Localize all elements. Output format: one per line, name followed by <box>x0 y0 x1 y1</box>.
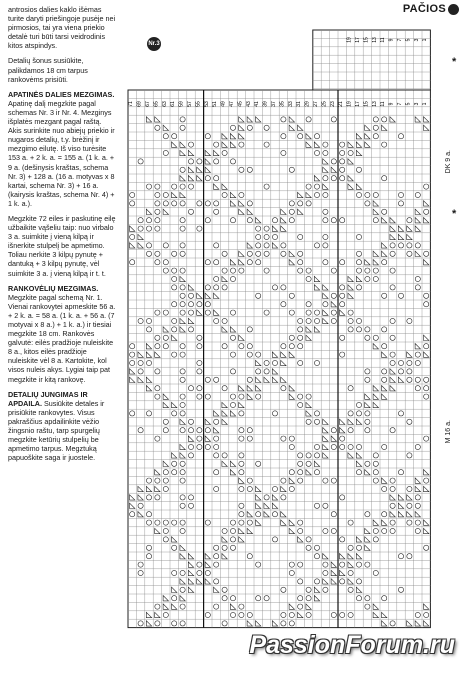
column-number: 11 <box>380 101 387 107</box>
section-heading: RANKOVĖLIŲ MEZGIMAS. <box>8 283 99 293</box>
column-number: 67 <box>145 101 151 107</box>
paragraph-text: Susiūkite detales ir prisiūkite rankovytes. Visus pakraščius apdailinkite vėžio žingsnio raštu, tarp spurgelių megzkite ketūrių stulpelių be apmetimo tarpus. Megztuką papuoškite saga ir juostele. <box>8 398 105 463</box>
column-number: 55 <box>195 101 202 107</box>
column-number: 71 <box>128 101 135 107</box>
column-number: 39 <box>262 101 269 107</box>
instruction-paragraph <box>8 5 116 50</box>
paragraph-text: Apatinę dalį megzkite pagal schemas Nr. 3 ir Nr. 4. Mezginys išplatės mezgant pagal raštą. Akis surinkite nuo abiejų priekio ir nugaros detalių, t.y. brėžinį ir mezgimo eilutę. Iš viso turėsite 153 a. + 2 k. a. = 155 a. (1 k. a. + 9 a. (dešinysis kraštas, schema Nr. 3) + 128 a. (16 a. motyvas x 8 kartai, schema Nr. 3) + 16 a. (kairysis kraštas, schema Nr. 4) + 1 k. a.). <box>8 98 115 208</box>
page-number-badge <box>448 4 459 15</box>
column-number: 23 <box>329 101 336 107</box>
column-number: 13 <box>371 101 378 107</box>
column-number: 51 <box>212 101 219 107</box>
column-number: 61 <box>170 101 177 107</box>
column-number: 5 <box>405 102 412 106</box>
instructions-column <box>8 5 116 468</box>
column-number: 27 <box>313 101 319 107</box>
column-number: 33 <box>287 101 294 107</box>
column-number: 35 <box>279 101 286 107</box>
section-heading: DETALIŲ JUNGIMAS IR APDAILA. <box>8 389 88 408</box>
section-heading: APATINĖS DALIES MEZGIMAS. <box>8 89 115 99</box>
column-number: 31 <box>296 101 303 107</box>
brand-name: PAČIOS <box>402 3 446 15</box>
column-number: 1 <box>422 102 429 106</box>
column-number: 37 <box>271 101 277 107</box>
paragraph-text: Megzkite pagal schemą Nr. 1. Vienai rankovytei apmeskite 56 a. + 2 k. a. = 58 a. (1 k. a. + 56 a. (7 motyvai x 8 a.) + 1 k. a.) ir tiesiai megzkite 18 cm. Rankovės galvutė: eilės pradžioje nuleiskite 8 a., kitos eilės pradžioje nuleiskite vėl 8 a. Kartokite, kol visos nuleis akys. Lygiai taip pat megzkite ir kitą rankovę. <box>8 292 116 384</box>
column-number: 1 <box>422 38 429 42</box>
repeat-star-top: * <box>452 56 457 68</box>
dk-label: DK 9 a. <box>445 150 452 174</box>
instruction-paragraph <box>8 284 116 384</box>
column-number: 17 <box>355 101 361 107</box>
paragraph-text: antrosios dalies kaklo išėmas turite daryti priešingoje pusėje nei pirmosios, tai yra viena priekio detalė turi būti tarsi veidrodinis kitos atspindys. <box>8 5 116 51</box>
column-number: 69 <box>136 101 143 107</box>
column-number: 13 <box>371 37 378 43</box>
repeat-star-middle: * <box>452 208 457 220</box>
column-number: 9 <box>388 38 395 42</box>
column-number: 9 <box>388 102 395 106</box>
column-number: 29 <box>304 101 311 107</box>
instruction-paragraph <box>8 214 116 278</box>
column-number: 15 <box>363 101 370 107</box>
column-number: 7 <box>397 38 403 42</box>
column-number: 65 <box>153 101 160 107</box>
column-number: 53 <box>203 101 210 107</box>
column-number: 19 <box>346 37 353 43</box>
chart-number-badge: Nr.3 <box>147 37 161 51</box>
instruction-paragraph <box>8 390 116 463</box>
column-number: 15 <box>363 37 370 43</box>
watermark: PassionForum.ru <box>249 631 455 659</box>
paragraph-text: Megzkite 72 eiles ir paskutinę eilę užbaikite vąšeliu taip: nuo virbalo 3 a. suimkite į vieną kilpą ir išnerkite stulpelį be apmetimo. Toliau nerkite 3 kilpų pynutę + dantuką + 3 kilpų pynutę, vėl suimkite 3 a. į vieną kilpą ir t. t. <box>8 213 116 278</box>
column-number: 57 <box>187 101 193 107</box>
column-number: 45 <box>237 101 244 107</box>
instruction-paragraph <box>8 56 116 83</box>
column-number: 59 <box>178 101 185 107</box>
column-number: 25 <box>321 101 328 107</box>
column-number: 21 <box>338 101 345 107</box>
brand-logo <box>403 3 459 15</box>
instruction-paragraph <box>8 90 116 208</box>
m-label: M 16 a. <box>445 420 452 444</box>
column-number: 63 <box>161 101 168 107</box>
column-number: 11 <box>380 37 387 43</box>
column-number: 41 <box>254 101 261 107</box>
column-number: 49 <box>220 101 227 107</box>
column-number: 5 <box>405 38 412 42</box>
column-number: 43 <box>245 101 252 107</box>
paragraph-text: Detalių šonus susiūkite, palikdamos 18 cm tarpus rankovėms prisiūti. <box>8 56 88 84</box>
column-number: 7 <box>397 102 403 106</box>
column-number: 3 <box>413 38 420 42</box>
column-number: 47 <box>229 101 235 107</box>
column-number: 19 <box>346 101 353 107</box>
column-number: 17 <box>355 37 361 43</box>
column-number: 3 <box>413 102 420 106</box>
